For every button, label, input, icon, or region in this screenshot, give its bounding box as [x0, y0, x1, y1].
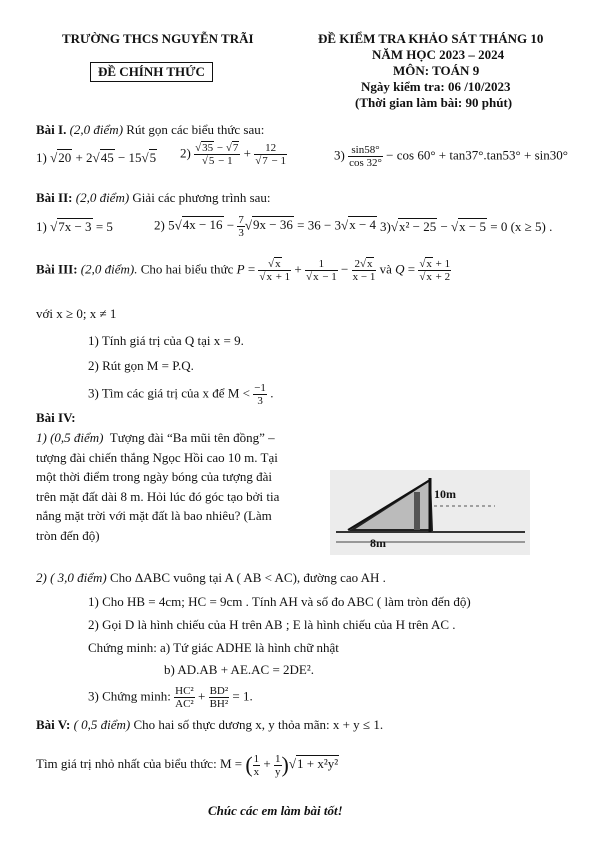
bai3-q2: 2) Rút gọn M = P.Q.: [88, 358, 194, 373]
school-name: TRƯỜNG THCS NGUYỄN TRÃI: [62, 31, 254, 46]
bai3-heading: Bài III: (2,0 điểm). Cho hai biểu thức P = $\frac{√x}{√x + 1}$ + $\frac{1}{√x - 1}$ − $\frac{2√x}{x - 1}$ và Q = $\frac{√x + 1}{√x + 2}$: [36, 258, 451, 283]
exam-title: ĐỀ KIỂM TRA KHẢO SÁT THÁNG 10: [318, 31, 544, 46]
figure-base-label: 8m: [370, 536, 386, 550]
exam-date: Ngày kiểm tra: 06 /10/2023: [361, 79, 511, 94]
bai3-q3: 3) Tìm các giá trị của x để M < $\frac{-1}{3}$ .: [88, 382, 274, 407]
figure-height-label: 10m: [434, 487, 456, 501]
bai1-expr3: 3) $\frac{\sin 58^\circ}{\cos 32^\circ}$ − cos 60° + tan37°.tan53° + sin30°: [334, 144, 568, 169]
bai5-find: Tìm giá trị nhỏ nhất của biểu thức: M = ( $\frac{1}{x}$ + $\frac{1}{y}$ )√1 + x²y²: [36, 752, 339, 778]
bai1-expr2: 2) $\frac{√35 - √7}{√5 - 1}$ + $\frac{12}{√7 - 1}$: [180, 142, 286, 167]
duration: (Thời gian làm bài: 90 phút): [355, 95, 513, 110]
bai1-heading: Bài I. (2,0 điểm) Rút gọn các biểu thức sau:: [36, 122, 265, 137]
bai2-eq3: 3)√x² − 25 − √x − 5 = 0 (x ≥ 5) .: [380, 219, 553, 234]
bai2-heading: Bài II: (2,0 điểm) Giải các phương trình sau:: [36, 190, 271, 205]
bai1-expr1: 1) √20 + 2√45 − 15√5: [36, 150, 157, 165]
bai4-p1: 1) (0,5 điểm) Tượng đài “Ba mũi tên đồng” – tượng đài chiến thắng Ngọc Hồi cao 10 m. Tại một thời điểm trong ngày bóng của tượng đài trên mặt đất dài 8 m. Hỏi lúc đó góc tạo bởi tia nắng mặt trời với mặt đất là bao nhiêu? (Làm tròn đến độ): [36, 430, 280, 543]
bai2-eq1: 1) √7x − 3 = 5: [36, 219, 113, 234]
bai4-p2-3: 3) Chứng minh: $\frac{\text{HC²}}{\text{AC²}}$ + $\frac{\text{BD²}}{\text{BH²}}$ = 1.: [88, 685, 253, 710]
school-year: NĂM HỌC 2023 – 2024: [372, 47, 505, 62]
bai2-eq2: 2) 5√4x − 16 − $\frac{7}{3}$ √9x − 36 = 36 − 3√x − 4: [154, 214, 377, 239]
bai4-p2-2b: b) AD.AB + AE.AC = 2DE².: [164, 662, 315, 677]
bai4-heading: Bài IV:: [36, 410, 76, 425]
bai3-condition: với x ≥ 0; x ≠ 1: [36, 306, 117, 321]
bai4-p2-2a: Chứng minh: a) Tứ giác ADHE là hình chữ nhật: [88, 640, 339, 655]
bai3-q1: 1) Tính giá trị của Q tại x = 9.: [88, 333, 244, 348]
bai4-p2: 2) ( 3,0 điểm) Cho ΔABC vuông tại A ( AB < AC), đường cao AH .: [36, 570, 386, 585]
official-badge: ĐỀ CHÍNH THỨC: [90, 62, 213, 82]
bai4-p2-1: 1) Cho HB = 4cm; HC = 9cm . Tính AH và số đo ABC ( làm tròn đến độ): [88, 594, 471, 609]
bai5-heading: Bài V: ( 0,5 điểm) Cho hai số thực dương x, y thỏa mãn: x + y ≤ 1.: [36, 717, 384, 732]
monument-figure: [330, 470, 530, 555]
bai4-p2-2: 2) Gọi D là hình chiếu của H trên AB ; E là hình chiếu của H trên AC .: [88, 617, 456, 632]
subject: MÔN: TOÁN 9: [393, 63, 480, 78]
footer-wish: Chúc các em làm bài tốt!: [208, 803, 343, 818]
